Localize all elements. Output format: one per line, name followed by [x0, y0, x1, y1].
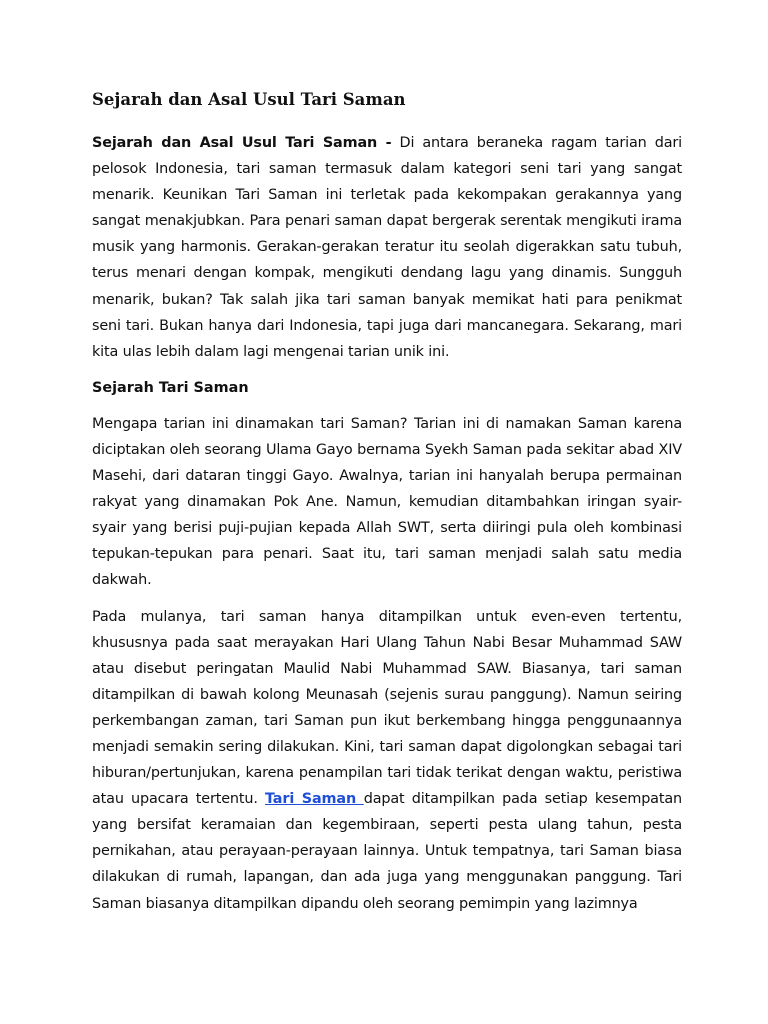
- paragraph-performance-text-after: dapat ditampilkan pada setiap kesempatan yang bersifat keramaian dan kegembiraan, seperti pesta ulang tahun, pesta pernikahan, atau perayaan-perayaan lainnya. Untuk tempatnya, tari Saman biasa dilakukan di rumah, lapangan, dan ada juga yang menggunakan panggung. Tari Saman biasanya ditampilkan dipandu oleh seorang pemimpin yang lazimnya: [92, 791, 682, 912]
- intro-paragraph: [92, 130, 682, 365]
- paragraph-history: Mengapa tarian ini dinamakan tari Saman? Tarian ini di namakan Saman karena diciptakan oleh seorang Ulama Gayo bernama Syekh Saman pada sekitar abad XIV Masehi, dari dataran tinggi Gayo. Awalnya, tarian ini hanyalah berupa permainan rakyat yang dinamakan Pok Ane. Namun, kemudian ditambahkan iringan syair-syair yang berisi puji-pujian kepada Allah SWT, serta diiringi pula oleh kombinasi tepukan-tepukan para penari. Saat itu, tari saman menjadi salah satu media dakwah.: [92, 415, 682, 589]
- intro-text: Di antara beraneka ragam tarian dari pelosok Indonesia, tari saman termasuk dalam kategori seni tari yang sangat menarik. Keunikan Tari Saman ini terletak pada kekompakan gerakannya yang sangat menakjubkan. Para penari saman dapat bergerak serentak mengikuti irama musik yang harmonis. Gerakan-gerakan teratur itu seolah digerakkan satu tubuh, terus menari dengan kompak, mengikuti dendang lagu yang dinamis. Sungguh menarik, bukan? Tak salah jika tari saman banyak memikat hati para penikmat seni tari. Bukan hanya dari Indonesia, tapi juga dari mancanegara. Sekarang, mari kita ulas lebih dalam lagi mengenai tarian unik ini.: [92, 135, 682, 360]
- paragraph-performance: [92, 604, 682, 917]
- paragraph-performance-text-before: Pada mulanya, tari saman hanya ditampilkan untuk even-even tertentu, khususnya pada saat merayakan Hari Ulang Tahun Nabi Besar Muhammad SAW atau disebut peringatan Maulid Nabi Muhammad SAW. Biasanya, tari saman ditampilkan di bawah kolong Meunasah (sejenis surau panggung). Namun seiring perkembangan zaman, tari Saman pun ikut berkembang hingga penggunaannya menjadi semakin sering dilakukan. Kini, tari saman dapat digolongkan sebagai tari hiburan/pertunjukan, karena penampilan tari tidak terikat dengan waktu, peristiwa atau upacara tertentu.: [92, 608, 682, 808]
- document-page: [92, 88, 682, 927]
- intro-lead: Sejarah dan Asal Usul Tari Saman -: [92, 135, 392, 151]
- section-heading: Sejarah Tari Saman: [92, 379, 249, 396]
- document-title: Sejarah dan Asal Usul Tari Saman: [92, 90, 406, 109]
- tari-saman-link[interactable]: Tari Saman: [265, 791, 364, 808]
